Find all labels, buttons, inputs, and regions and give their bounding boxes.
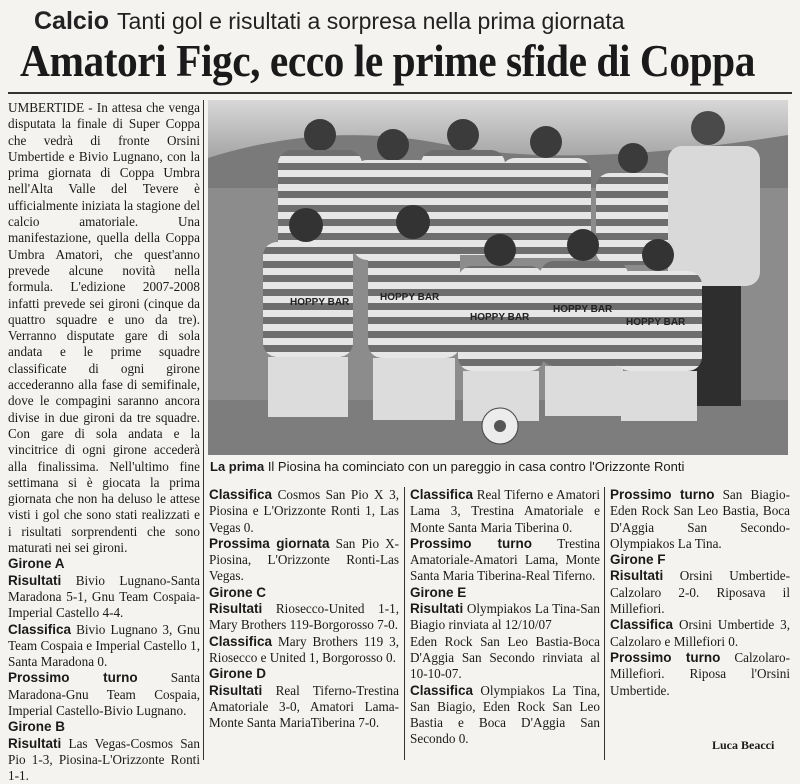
girone-a-title: Girone A xyxy=(8,556,65,572)
photo-caption xyxy=(210,459,790,475)
girone-e-prossimo: Prossimo turno San Biagio-Eden Rock San Leo Bastia, Boca D'Aggia San Secondo-Olympiakos La Tina. xyxy=(610,487,790,551)
girone-e-classifica: Classifica Olympiakos La Tina, San Biagio, Eden Rock San Leo Bastia e Boca D'Aggia San Secondo 0. xyxy=(410,682,601,747)
girone-d-prossimo: Prossimo turno Trestina Amatoriale-Amatori Lama, Monte Santa Maria Tiberina-Real Tiferno. xyxy=(410,535,601,584)
sponsor-text: HOPPY BAR xyxy=(553,304,613,315)
team-photo xyxy=(208,100,788,455)
girone-e-risultati: Risultati Olympiakos La Tina-San Biagio rinviata al 12/10/07 xyxy=(410,601,601,633)
caption-text: Il Piosina ha cominciato con un pareggio in casa contro l'Orizzonte Ronti xyxy=(267,459,685,474)
caption-lead: La prima xyxy=(210,459,265,474)
girone-e-title: Girone E xyxy=(410,584,467,600)
girone-a-risultati: Risultati Bivio Lugnano-Santa Maradona 5-1, Gnu Team Cospaia-Imperial Castello 4-4. xyxy=(8,572,200,621)
football xyxy=(482,408,518,444)
headline: Amatori Figc, ecco le prime sfide di Coppa xyxy=(20,36,755,86)
girone-e-risultati-2: Eden Rock San Leo Bastia-Boca D'Aggia San Secondo rinviata al 10-10-07. xyxy=(410,633,600,682)
sponsor-text: HOPPY BAR xyxy=(626,317,686,328)
girone-f-risultati: Risultati Orsini Umbertide-Calzolaro 2-0. Riposava il Millefiori. xyxy=(610,568,790,617)
column-rule-1 xyxy=(203,100,204,760)
column-rule-2 xyxy=(404,487,405,760)
sponsor-text: HOPPY BAR xyxy=(470,312,530,323)
girone-b-classifica: Classifica Cosmos San Pio X 3, Piosina e L'Orizzonte Ronti 1, Las Vegas 0. xyxy=(209,487,399,535)
sponsor-text: HOPPY BAR xyxy=(290,297,350,308)
column-4 xyxy=(610,487,790,699)
category-label: Calcio xyxy=(34,7,110,35)
girone-c-risultati: Risultati Riosecco-United 1-1, Mary Brothers 119-Borgorosso 7-0. xyxy=(209,601,400,633)
girone-d-risultati: Risultati Real Tiferno-Trestina Amatoriale 3-0, Amatori Lama-Monte Santa MariaTiberina 7-0. xyxy=(209,682,399,731)
dateline-city: UMBERTIDE xyxy=(8,100,85,115)
girone-c-title: Girone C xyxy=(209,584,267,600)
column-rule-3 xyxy=(604,487,605,760)
intro-paragraph xyxy=(8,100,200,556)
girone-b-risultati: Risultati Las Vegas-Cosmos San Pio 1-3, Piosina-L'Orizzonte Ronti 1-1. xyxy=(8,735,200,784)
kicker xyxy=(34,6,794,36)
column-2 xyxy=(209,487,399,731)
byline: Luca Beacci xyxy=(712,738,775,752)
girone-d-classifica: Classifica Real Tiferno e Amatori Lama 3, Trestina Amatoriale e Monte Santa Maria Tiberina 0. xyxy=(410,487,600,535)
girone-f-prossimo: Prossimo turno Calzolaro-Millefiori. Riposa l'Orsini Umbertide. xyxy=(610,649,790,698)
girone-f-classifica: Classifica Orsini Umbertide 3, Calzolaro e Millefiori 0. xyxy=(610,617,790,649)
girone-d-title: Girone D xyxy=(209,666,267,682)
header-rule xyxy=(8,92,792,94)
intro-body: - In attesa che venga disputata la finale di Super Coppa che vedrà di fronte Orsini Umbertide e Bivio Lugnano, con la prima giornata di Coppa Umbra nell'Alta Valle del Tevere è ufficialmente iniziata la stagione del calcio amatoriale. Una manifestazione, quella della Coppa Umbra Amatori, che quest'anno prevede alcune novità nella formula. L'edizione 2007-2008 infatti prevede sei gironi (cinque da quattro squadre e uno da tre). Verranno disputate gare di sola andata e le prime squadre classificate di ogni girone accederanno alla fase di semifinale, dove le compagini saranno ancora divise in due gironi da tre squadre. Con gare di sola andata e la vincitrice di ogni girone accederà alla finalissima. Nell'ultimo fine settimana si è giocata la prima giornata che non ha deluso le attese visti i gol che sono stati realizzati e i risultati sorprendenti che sono maturati nei sei gironi. xyxy=(8,100,200,556)
girone-f-title: Girone F xyxy=(610,552,666,568)
column-1 xyxy=(8,100,200,784)
girone-c-classifica: Classifica Mary Brothers 119 3, Riosecco e United 1, Borgorosso 0. xyxy=(209,633,399,665)
girone-b-title: Girone B xyxy=(8,719,66,735)
column-3 xyxy=(410,487,600,748)
team-photo-illustration xyxy=(208,100,788,455)
sponsor-text: HOPPY BAR xyxy=(380,292,440,303)
girone-a-prossimo: Prossimo turno Santa Maradona-Gnu Team Cospaia, Imperial Castello-Bivio Lugnano. xyxy=(8,670,200,718)
girone-b-prossima: Prossima giornata San Pio X-Piosina, L'Orizzonte Ronti-Las Vegas. xyxy=(209,535,399,584)
girone-a-classifica: Classifica Bivio Lugnano 3, Gnu Team Cospaia e Imperial Castello 1, Santa Maradona 0. xyxy=(8,621,201,670)
kicker-subtitle: Tanti gol e risultati a sorpresa nella prima giornata xyxy=(117,8,625,34)
